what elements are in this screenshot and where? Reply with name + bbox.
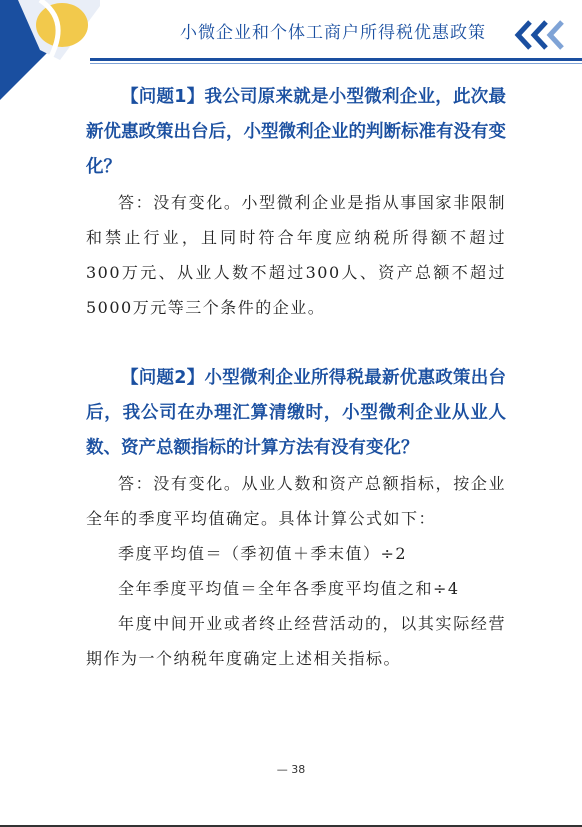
answer-1: 答：没有变化。小型微利企业是指从事国家非限制和禁止行业，且同时符合年度应纳税所得额不超过300万元、从业人数不超过300人、资产总额不超过5000万元等三个条件的企业。 (86, 193, 506, 317)
formula-annual-average: 全年季度平均值＝全年各季度平均值之和÷4 (118, 579, 460, 598)
answer-2: 答：没有变化。从业人数和资产总额指标，按企业全年的季度平均值确定。具体计算公式如下： (86, 474, 506, 528)
header-divider (90, 58, 582, 61)
main-content (86, 80, 506, 676)
answer-2-note: 年度中间开业或者终止经营活动的，以其实际经营期作为一个纳税年度确定上述相关指标。 (86, 614, 506, 668)
question-1: 【问题1】我公司原来就是小型微利企业，此次最新优惠政策出台后，小型微利企业的判断标准有没有变化？ (86, 87, 506, 177)
header-title: 小微企业和个体工商户所得税优惠政策 (180, 23, 486, 43)
chevron-left-icon (510, 20, 568, 50)
page-number: — 38 (276, 763, 306, 776)
formula-quarter-average: 季度平均值＝（季初值＋季末值）÷2 (118, 544, 408, 563)
question-2: 【问题2】小型微利企业所得税最新优惠政策出台后，我公司在办理汇算清缴时，小型微利企业从业人数、资产总额指标的计算方法有没有变化？ (86, 368, 506, 458)
header-divider-thin (90, 63, 582, 64)
page-curl-icon (0, 0, 100, 100)
